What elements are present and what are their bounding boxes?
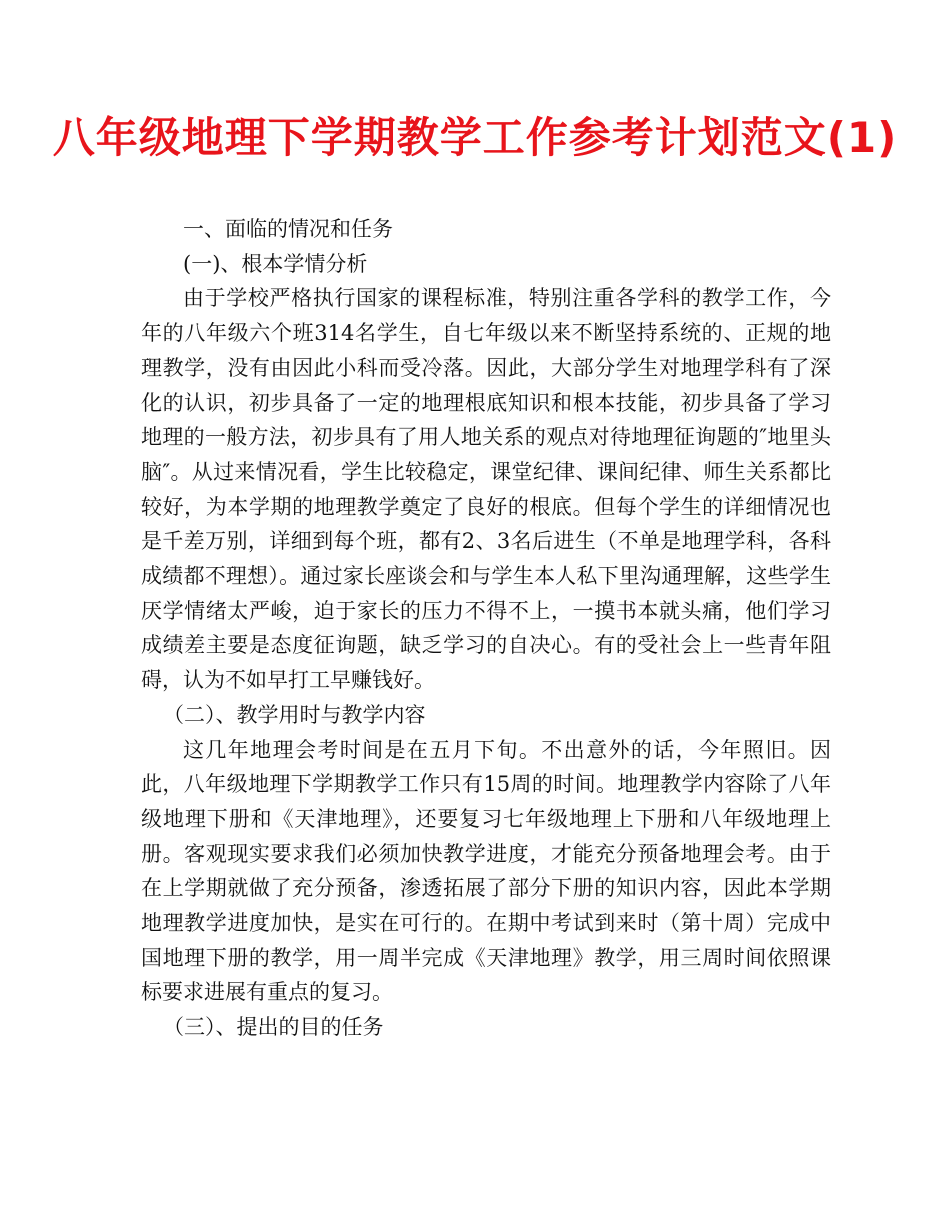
body-paragraph: 由于学校严格执行国家的课程标准，特别注重各学科的教学工作，今年的八年级六个班314名学生，自七年级以来不断坚持系统的、正规的地理教学，没有由因此小科而受冷落。因此，大部分学生对地理学科有了深化的认识，初步具备了一定的地理根底知识和根本技能，初步具备了学习地理的一般方法，初步具有了用人地关系的观点对待地理征询题的″地里头脑″。从过来情况看，学生比较稳定，课堂纪律、课间纪律、师生关系都比较好，为本学期的地理教学奠定了良好的根底。但每个学生的详细情况也是千差万别，详细到每个班，都有2、3名后进生（不单是地理学科，各科成绩都不理想）。通过家长座谈会和与学生本人私下里沟通理解，这些学生厌学情绪太严峻，迫于家长的压力不得不上，一摸书本就头痛，他们学习成绩差主要是态度征询题，缺乏学习的自决心。有的受社会上一些青年阻碍，认为不如早打工早赚钱好。 bbox=[141, 286, 831, 693]
section-heading: 一、面临的情况和任务 bbox=[183, 217, 393, 241]
subsection-heading: (一)、根本学情分析 bbox=[183, 251, 368, 276]
body-paragraph: 这几年地理会考时间是在五月下旬。不出意外的话，今年照旧。因此，八年级地理下学期教学工作只有15周的时间。地理教学内容除了八年级地理下册和《天津地理》，还要复习七年级地理上下册和八年级地理上册。客观现实要求我们必须加快教学进度，才能充分预备地理会考。由于在上学期就做了充分预备，渗透拓展了部分下册的知识内容，因此本学期地理教学进度加快，是实在可行的。在期中考试到来时（第十周）完成中国地理下册的教学，用一周半完成《天津地理》教学，用三周时间依照课标要求进展有重点的复习。 bbox=[141, 737, 831, 1005]
document-title: 八年级地理下学期教学工作参考计划范文(1) bbox=[52, 113, 898, 162]
subsection-heading: （二）、教学用时与教学内容 bbox=[163, 702, 426, 727]
subsection-heading: （三）、提出的目的任务 bbox=[163, 1015, 384, 1040]
document-body bbox=[141, 212, 831, 1045]
